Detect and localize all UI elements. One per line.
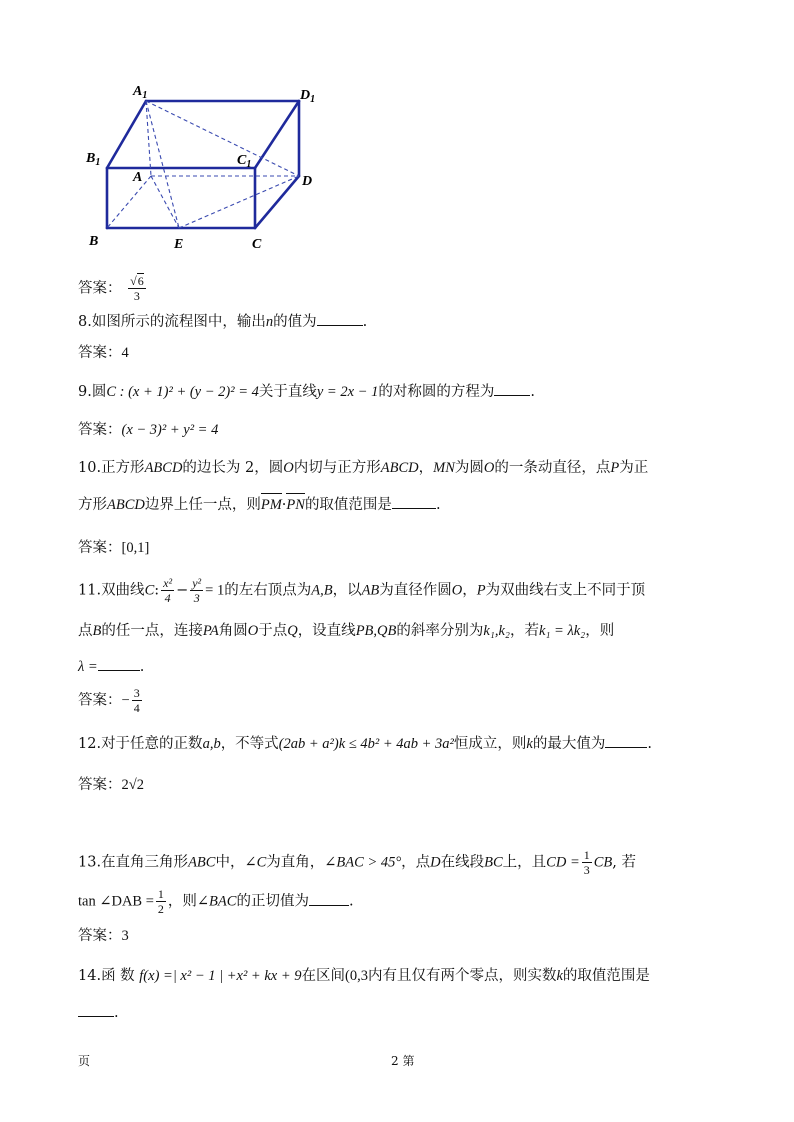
question-11-line1: 11.双曲线C: $\frac{\text{x²}}{4}$ − $\frac{\text{y²}}{3}$ = 1的左右顶点为A,B，以AB为直径作圆O，P为双曲线右支上不同于顶: [78, 576, 646, 605]
question-14-line1: 14.函 数 f(x) =| x² − 1 | +x² + kx + 9在区间(0,3内有且仅有两个零点，则实数k的取值范围是: [78, 968, 650, 984]
box-figure: [80, 80, 340, 255]
answer-q7: 答案： $\frac{√6}{3}$: [78, 274, 144, 303]
label-b: B: [89, 234, 99, 249]
answer-q11: 答案：− $\frac{3}{4}$: [78, 686, 140, 715]
question-13-line2: tan ∠DAB = $\frac{1}{2}$ ，则∠BAC的正切值为 .: [78, 887, 354, 916]
label-d: D: [302, 174, 313, 189]
question-12: 12.对于任意的正数a,b，不等式(2ab + a²)k ≤ 4b² + 4ab + 3a²恒成立，则k的最大值为 .: [78, 733, 652, 754]
label-a: A: [133, 170, 143, 185]
question-10-line2: 方形ABCD边界上任一点，则PM·PN的取值范围是 .: [78, 494, 441, 515]
edge-a1-e: [146, 101, 179, 228]
question-10-line1: 10.正方形ABCD的边长为 2，圆O内切与正方形ABCD，MN为圆O的一条动直径，点P为正: [78, 460, 649, 476]
label-e: E: [174, 237, 184, 252]
footer-page-number: 2 第: [391, 1054, 415, 1068]
label-c1: $C_1$: [237, 153, 252, 170]
edge-c-d: [255, 176, 299, 228]
question-8: 8.如图所示的流程图中，输出n的值为 .: [78, 311, 367, 332]
answer-q9: 答案：(x − 3)² + y² = 4: [78, 422, 219, 438]
answer-q8: 答案：4: [78, 345, 129, 361]
question-11-line3: λ = .: [78, 656, 144, 677]
edge-a1-b1: [107, 101, 146, 168]
edge-a1-a: [146, 101, 151, 176]
label-b1: $B_1$: [86, 151, 101, 168]
edge-e-d: [179, 176, 299, 228]
answer-q10: 答案：[0,1]: [78, 540, 150, 556]
edge-a1-d: [146, 101, 299, 176]
label-a1: $A_1$: [133, 84, 148, 101]
question-13-line1: 13.在直角三角形ABC中，∠C为直角，∠BAC > 45°，点D在线段BC上，且CD = $\frac{1}{3}$ CB, 若: [78, 848, 636, 877]
label-d1: $D_1$: [300, 88, 316, 105]
edge-a-e: [151, 176, 179, 228]
question-14-line2: .: [78, 1002, 119, 1023]
answer-q7-fraction: $\frac{√6}{3}$: [130, 274, 144, 303]
answer-q13: 答案：3: [78, 928, 129, 944]
question-11-line2: 点B的任一点，连接PA角圆O于点Q，设直线PB,QB的斜率分别为k₁,k₂，若k₁ = λk₂，则: [78, 623, 615, 639]
question-9: 9.圆C : (x + 1)² + (y − 2)² = 4关于直线y = 2x − 1的对称圆的方程为 .: [78, 381, 535, 402]
answer-q12: 答案：2√2: [78, 777, 144, 793]
label-c: C: [252, 237, 262, 252]
edge-a-b: [107, 176, 151, 228]
footer-left: 页: [78, 1054, 91, 1068]
